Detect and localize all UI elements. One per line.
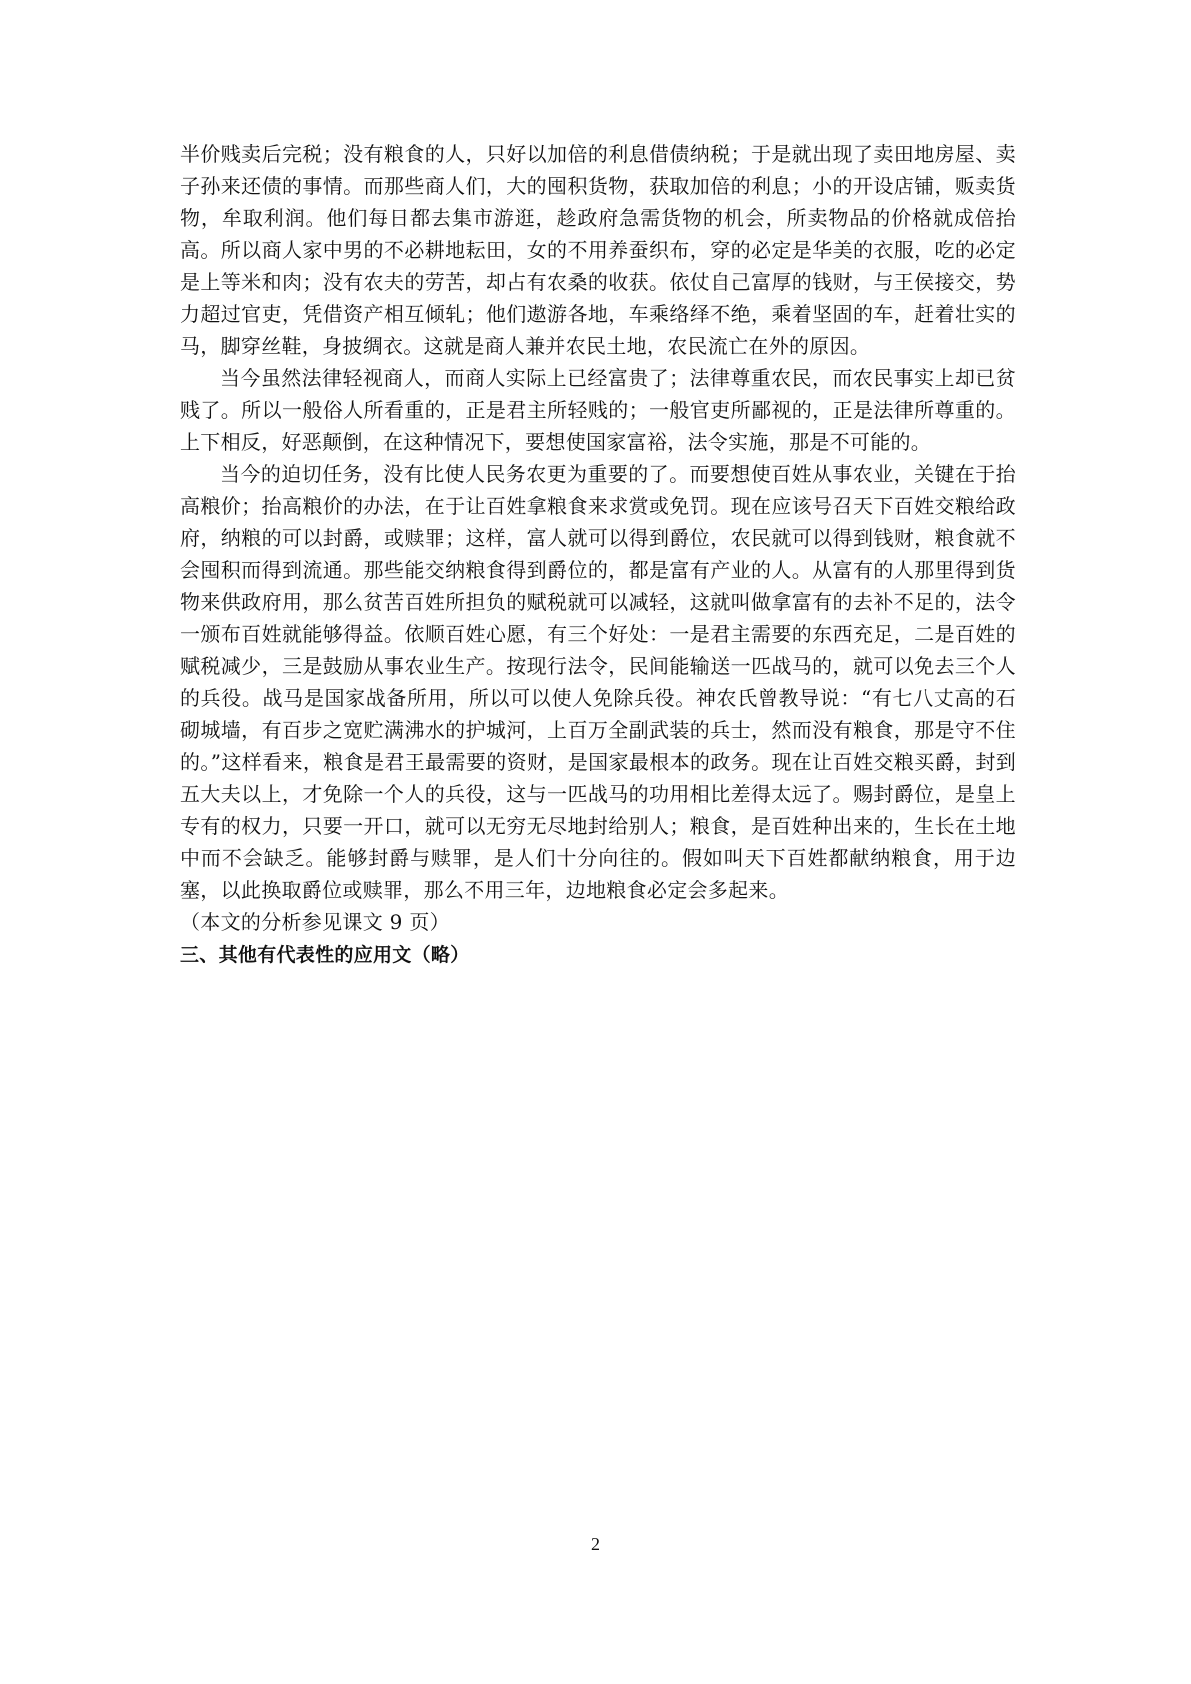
page-number: 2: [591, 1534, 600, 1554]
section-heading: 三、其他有代表性的应用文（略）: [180, 944, 470, 966]
analysis-reference-note: （本文的分析参见课文 9 页）: [180, 910, 450, 934]
paragraph-grain-policy: 当今的迫切任务，没有比使人民务农更为重要的了。而要想使百姓从事农业，关键在于抬高粮价；抬高粮价的办法，在于让百姓拿粮食来求赏或免罚。现在应该号召天下百姓交粮给政府，纳粮的可以封爵，或赎罪；这样，富人就可以得到爵位，农民就可以得到钱财，粮食就不会囤积而得到流通。那些能交纳粮食得到爵位的，都是富有产业的人。从富有的人那里得到货物来供政府用，那么贫苦百姓所担负的赋税就可以减轻，这就叫做拿富有的去补不足的，法令一颁布百姓就能够得益。依顺百姓心愿，有三个好处：一是君主需要的东西充足，二是百姓的赋税减少，三是鼓励从事农业生产。按现行法令，民间能输送一匹战马的，就可以免去三个人的兵役。战马是国家战备所用，所以可以使人免除兵役。神农氏曾教导说：“有七八丈高的石砌城墙，有百步之宽贮满沸水的护城河，上百万全副武装的兵士，然而没有粮食，那是守不住的。”这样看来，粮食是君王最需要的资财，是国家最根本的政务。现在让百姓交粮买爵，封到五大夫以上，才免除一个人的兵役，这与一匹战马的功用相比差得太远了。赐封爵位，是皇上专有的权力，只要一开口，就可以无穷无尽地封给别人；粮食，是百姓种出来的，生长在土地中而不会缺乏。能够封爵与赎罪，是人们十分向往的。假如叫天下百姓都献纳粮食，用于边塞，以此换取爵位或赎罪，那么不用三年，边地粮食必定会多起来。: [180, 462, 1016, 902]
paragraph-merchants: 半价贱卖后完税；没有粮食的人，只好以加倍的利息借债纳税；于是就出现了卖田地房屋、卖子孙来还债的事情。而那些商人们，大的囤积货物，获取加倍的利息；小的开设店铺，贩卖货物，牟取利润。他们每日都去集市游逛，趁政府急需货物的机会，所卖物品的价格就成倍抬高。所以商人家中男的不必耕地耘田，女的不用养蚕织布，穿的必定是华美的衣服，吃的必定是上等米和肉；没有农夫的劳苦，却占有农桑的收获。依仗自己富厚的钱财，与王侯接交，势力超过官吏，凭借资产相互倾轧；他们遨游各地，车乘络绎不绝，乘着坚固的车，赶着壮实的马，脚穿丝鞋，身披绸衣。这就是商人兼并农民土地，农民流亡在外的原因。: [180, 142, 1016, 358]
document-body: [180, 138, 1016, 972]
paragraph-law-contradiction: 当今虽然法律轻视商人，而商人实际上已经富贵了；法律尊重农民，而农民事实上却已贫贱了。所以一般俗人所看重的，正是君主所轻贱的；一般官吏所鄙视的，正是法律所尊重的。上下相反，好恶颠倒，在这种情况下，要想使国家富裕，法令实施，那是不可能的。: [180, 366, 1016, 454]
